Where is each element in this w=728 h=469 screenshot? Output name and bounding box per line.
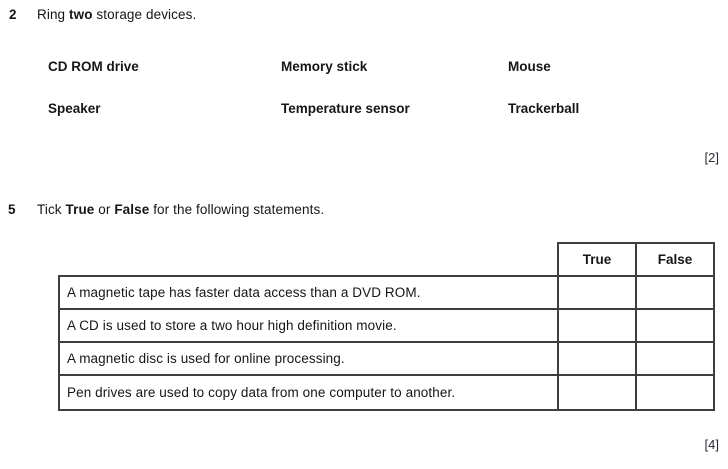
statement-magnetic-tape: A magnetic tape has faster data access than a DVD ROM. bbox=[59, 276, 558, 309]
question-5-prompt bbox=[37, 202, 324, 217]
question-2-marks: [2] bbox=[704, 150, 719, 165]
answer-cell-true-row-4[interactable] bbox=[558, 375, 636, 410]
column-header-true: True bbox=[558, 243, 636, 276]
answer-cell-true-row-2[interactable] bbox=[558, 309, 636, 342]
statement-magnetic-disc: A magnetic disc is used for online processing. bbox=[59, 342, 558, 375]
option-cd-rom-drive[interactable]: CD ROM drive bbox=[48, 59, 139, 74]
question-2-prompt-post: storage devices. bbox=[92, 7, 197, 22]
table-header-spacer bbox=[59, 243, 558, 276]
question-5-prompt-pre: Tick bbox=[37, 202, 66, 217]
option-memory-stick[interactable]: Memory stick bbox=[281, 59, 368, 74]
question-2-prompt bbox=[37, 7, 196, 22]
table-row bbox=[59, 309, 714, 342]
table-row bbox=[59, 375, 714, 410]
answer-cell-false-row-4[interactable] bbox=[636, 375, 714, 410]
column-header-false: False bbox=[636, 243, 714, 276]
question-2-prompt-pre: Ring bbox=[37, 7, 70, 22]
question-2-prompt-bold: two bbox=[69, 7, 93, 22]
question-5-number: 5 bbox=[8, 202, 16, 217]
statement-cd-movie: A CD is used to store a two hour high definition movie. bbox=[59, 309, 558, 342]
answer-cell-true-row-3[interactable] bbox=[558, 342, 636, 375]
option-temperature-sensor[interactable]: Temperature sensor bbox=[281, 101, 410, 116]
table-header-row bbox=[59, 243, 714, 276]
question-5-prompt-bold-true: True bbox=[65, 202, 95, 217]
statement-pen-drives: Pen drives are used to copy data from one computer to another. bbox=[59, 375, 558, 410]
question-2-number: 2 bbox=[9, 7, 17, 22]
question-5-prompt-bold-false: False bbox=[114, 202, 150, 217]
option-trackerball[interactable]: Trackerball bbox=[508, 101, 580, 116]
table-row bbox=[59, 276, 714, 309]
true-false-table bbox=[58, 242, 715, 411]
question-5-prompt-post: for the following statements. bbox=[149, 202, 325, 217]
question-5-marks: [4] bbox=[704, 437, 719, 452]
answer-cell-false-row-2[interactable] bbox=[636, 309, 714, 342]
answer-cell-false-row-1[interactable] bbox=[636, 276, 714, 309]
question-5-prompt-mid: or bbox=[94, 202, 115, 217]
answer-cell-false-row-3[interactable] bbox=[636, 342, 714, 375]
answer-cell-true-row-1[interactable] bbox=[558, 276, 636, 309]
option-mouse[interactable]: Mouse bbox=[508, 59, 551, 74]
table-row bbox=[59, 342, 714, 375]
option-speaker[interactable]: Speaker bbox=[48, 101, 101, 116]
